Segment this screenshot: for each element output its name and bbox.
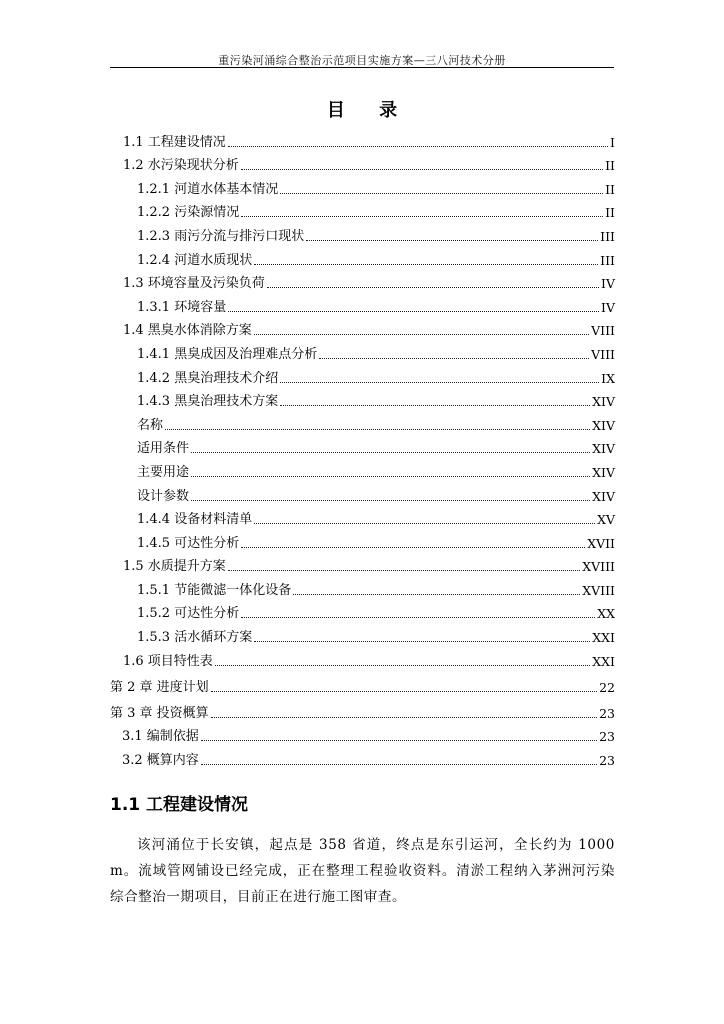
toc-leader-dots (165, 429, 590, 430)
toc-leader-dots (215, 665, 590, 666)
toc-entry-page: IV (601, 299, 615, 315)
toc-entry[interactable] (110, 552, 615, 576)
toc-entry[interactable] (110, 528, 615, 552)
toc-entry-page: XXI (592, 653, 615, 669)
toc-entry[interactable] (110, 457, 615, 481)
toc-entry-text: 1.4.2 黑臭治理技术介绍 (137, 370, 279, 386)
toc-entry[interactable] (110, 646, 615, 670)
toc-leader-dots (293, 594, 580, 595)
toc-leader-dots (191, 476, 590, 477)
toc-entry-text: 主要用途 (137, 464, 190, 480)
toc-entry-text: 1.4.1 黑臭成因及治理难点分析 (137, 346, 318, 362)
toc-entry-text: 1.4.3 黑臭治理技术方案 (137, 394, 279, 410)
toc-entry-page: XVII (587, 535, 615, 551)
toc-leader-dots (228, 311, 599, 312)
toc-entry-page: VIII (591, 346, 615, 362)
toc-entry-text: 名称 (137, 417, 164, 433)
toc-entry[interactable] (110, 269, 615, 293)
toc-leader-dots (280, 193, 603, 194)
toc-entry-text: 1.2.3 雨污分流与排污口现状 (137, 228, 305, 244)
toc-leader-dots (211, 691, 597, 692)
toc-leader-dots (254, 523, 595, 524)
toc-leader-dots (254, 334, 589, 335)
toc-leader-dots (228, 570, 580, 571)
table-of-contents (110, 127, 615, 769)
toc-leader-dots (280, 382, 599, 383)
toc-entry-page: XIV (592, 417, 615, 433)
toc-entry[interactable] (110, 575, 615, 599)
toc-entry[interactable] (110, 481, 615, 505)
toc-entry-page: 22 (599, 679, 615, 695)
toc-leader-dots (306, 240, 598, 241)
toc-leader-dots (241, 169, 603, 170)
toc-entry-page: XIV (592, 441, 615, 457)
toc-entry-page: XIV (592, 464, 615, 480)
toc-entry-text: 适用条件 (137, 441, 190, 457)
toc-entry[interactable] (110, 745, 615, 769)
toc-entry-page: XIV (592, 488, 615, 504)
toc-entry-text: 1.2.2 污染源情况 (137, 205, 240, 221)
toc-entry-page: II (605, 205, 615, 221)
toc-entry-text: 3.2 概算内容 (122, 753, 199, 769)
toc-entry-page: 23 (599, 705, 615, 721)
toc-entry[interactable] (110, 363, 615, 387)
toc-entry-text: 1.4 黑臭水体消除方案 (123, 323, 252, 339)
toc-entry-page: VIII (591, 323, 615, 339)
toc-entry-text: 1.2.4 河道水质现状 (137, 252, 253, 268)
toc-entry-text: 第 2 章 进度计划 (110, 679, 209, 695)
toc-entry-page: II (605, 158, 615, 174)
toc-entry[interactable] (110, 151, 615, 175)
toc-leader-dots (191, 500, 590, 501)
toc-entry-page: XIV (592, 394, 615, 410)
toc-entry-text: 3.1 编制依据 (122, 729, 199, 745)
toc-leader-dots (267, 287, 599, 288)
toc-entry-page: III (600, 228, 615, 244)
toc-entry[interactable] (110, 672, 615, 696)
toc-entry-text: 1.3 环境容量及污染负荷 (123, 276, 265, 292)
toc-leader-dots (241, 547, 585, 548)
toc-entry-text: 1.1 工程建设情况 (123, 134, 226, 150)
toc-entry-text: 1.5.1 节能微滤一体化设备 (137, 582, 292, 598)
toc-entry-page: IX (601, 370, 615, 386)
toc-entry-page: 23 (599, 729, 615, 745)
toc-entry-page: II (605, 181, 615, 197)
toc-entry-page: IV (601, 276, 615, 292)
toc-entry[interactable] (110, 174, 615, 198)
toc-leader-dots (319, 358, 589, 359)
toc-entry-page: I (610, 134, 615, 150)
toc-entry[interactable] (110, 434, 615, 458)
toc-entry[interactable] (110, 292, 615, 316)
toc-entry-page: XVIII (582, 582, 615, 598)
toc-leader-dots (280, 405, 590, 406)
toc-entry-text: 设计参数 (137, 488, 190, 504)
toc-entry-page: XX (597, 606, 615, 622)
toc-entry-text: 1.3.1 环境容量 (137, 299, 227, 315)
toc-leader-dots (241, 617, 595, 618)
toc-entry-text: 1.5 水质提升方案 (123, 559, 226, 575)
body-paragraph: 该河涌位于长安镇，起点是 358 省道，终点是东引运河，全长约为 1000 m。流域管网铺设已经完成，正在整理工程验收资料。清淤工程纳入茅洲河污染综合整治一期项目，目前正在进行施工图审查。 (110, 837, 615, 905)
toc-entry-page: 23 (599, 753, 615, 769)
toc-entry-text: 1.4.4 设备材料清单 (137, 512, 253, 528)
toc-entry[interactable] (110, 410, 615, 434)
toc-leader-dots (201, 764, 597, 765)
toc-entry-text: 第 3 章 投资概算 (110, 705, 209, 721)
toc-entry-page: III (600, 252, 615, 268)
toc-leader-dots (254, 264, 598, 265)
header-rule (110, 67, 614, 68)
toc-entry[interactable] (110, 316, 615, 340)
toc-entry-text: 1.2 水污染现状分析 (123, 158, 239, 174)
toc-entry[interactable] (110, 387, 615, 411)
toc-leader-dots (211, 717, 597, 718)
toc-leader-dots (241, 216, 603, 217)
toc-entry[interactable] (110, 722, 615, 746)
running-header: 重污染河涌综合整治示范项目实施方案—三八河技术分册 (218, 54, 506, 67)
toc-title: 目 录 (326, 100, 412, 121)
toc-leader-dots (228, 146, 608, 147)
toc-entry[interactable] (110, 339, 615, 363)
toc-entry[interactable] (110, 245, 615, 269)
toc-entry[interactable] (110, 599, 615, 623)
toc-entry-text: 1.2.1 河道水体基本情况 (137, 181, 279, 197)
toc-entry[interactable] (110, 221, 615, 245)
toc-entry[interactable] (110, 127, 615, 151)
toc-entry-page: XVIII (582, 559, 615, 575)
toc-entry-text: 1.4.5 可达性分析 (137, 535, 240, 551)
section-heading: 1.1 工程建设情况 (110, 795, 249, 815)
toc-leader-dots (201, 740, 597, 741)
toc-entry-page: XXI (592, 630, 615, 646)
toc-leader-dots (191, 452, 590, 453)
toc-leader-dots (254, 641, 590, 642)
toc-entry-text: 1.6 项目特性表 (123, 653, 213, 669)
toc-entry[interactable] (110, 622, 615, 646)
toc-entry[interactable] (110, 698, 615, 722)
toc-entry[interactable] (110, 505, 615, 529)
toc-entry-text: 1.5.2 可达性分析 (137, 606, 240, 622)
toc-entry[interactable] (110, 198, 615, 222)
toc-entry-text: 1.5.3 活水循环方案 (137, 630, 253, 646)
toc-entry-page: XV (597, 512, 615, 528)
